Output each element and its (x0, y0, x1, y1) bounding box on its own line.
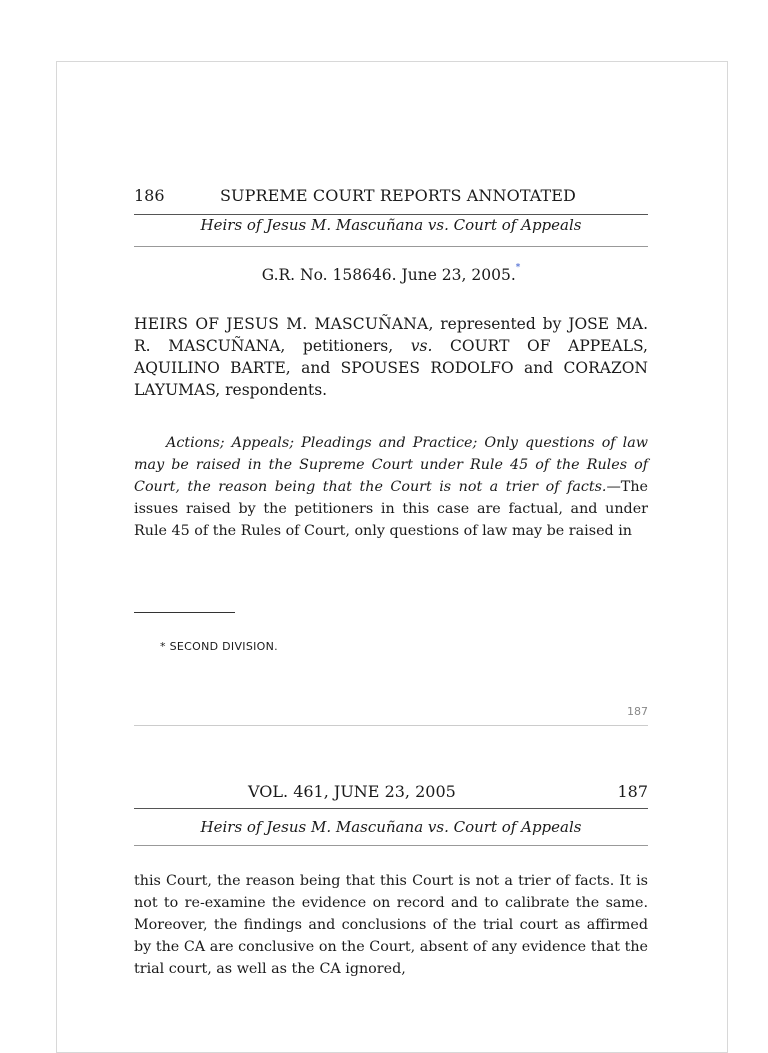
header-rule (134, 214, 648, 215)
parties-respondents: COURT OF APPEALS, AQUILINO BARTE, and SPOUSES RODOLFO and CORAZON LAYUMAS, respondents. (134, 337, 648, 399)
page-marker: 187 (627, 705, 648, 718)
header-rule-2 (134, 808, 648, 809)
syllabus-headnote: Actions; Appeals; Pleadings and Practice; Only questions of law may be raised in the Supreme Court under Rule 45 of the Rules of Court, the reason being that the Court is not a trier of facts. (134, 435, 648, 495)
gr-number (134, 262, 648, 284)
running-title: SUPREME COURT REPORTS ANNOTATED (220, 186, 576, 205)
syllabus-paragraph (134, 432, 648, 542)
case-title: Heirs of Jesus M. Mascuñana vs. Court of Appeals (200, 216, 582, 234)
footnote-rule (134, 612, 235, 613)
subheader-rule (134, 246, 648, 247)
footnote: * SECOND DIVISION. (160, 640, 278, 653)
parties-vs: vs. (410, 337, 433, 355)
page-number: 186 (134, 186, 165, 205)
page-number-2: 187 (617, 782, 648, 801)
gr-footnote-link[interactable]: * (515, 262, 521, 273)
case-parties (134, 313, 648, 401)
parties-represented: , represented by JOSE MA. R. MASCUÑANA, petitioners, (134, 315, 648, 355)
gr-number-text: G.R. No. 158646. June 23, 2005. (261, 266, 516, 284)
page-separator (134, 725, 648, 726)
subheader-rule-2 (134, 845, 648, 846)
running-title-2: VOL. 461, JUNE 23, 2005 (248, 782, 456, 801)
syllabus-text: —The issues raised by the petitioners in this case are factual, and under Rule 45 of the Rules of Court, only questions of law may be raised in (134, 479, 648, 539)
body-paragraph: this Court, the reason being that this Court is not a trier of facts. It is not to re-examine the evidence on record and to calibrate the same. Moreover, the findings and conclusions of the trial court as affirmed by the CA are conclusive on the Court, absent of any evidence that the trial court, as well as the CA ignored, (134, 873, 648, 977)
case-title-2: Heirs of Jesus M. Mascuñana vs. Court of Appeals (200, 818, 582, 836)
parties-petitioner: HEIRS OF JESUS M. MASCUÑANA (134, 315, 429, 333)
